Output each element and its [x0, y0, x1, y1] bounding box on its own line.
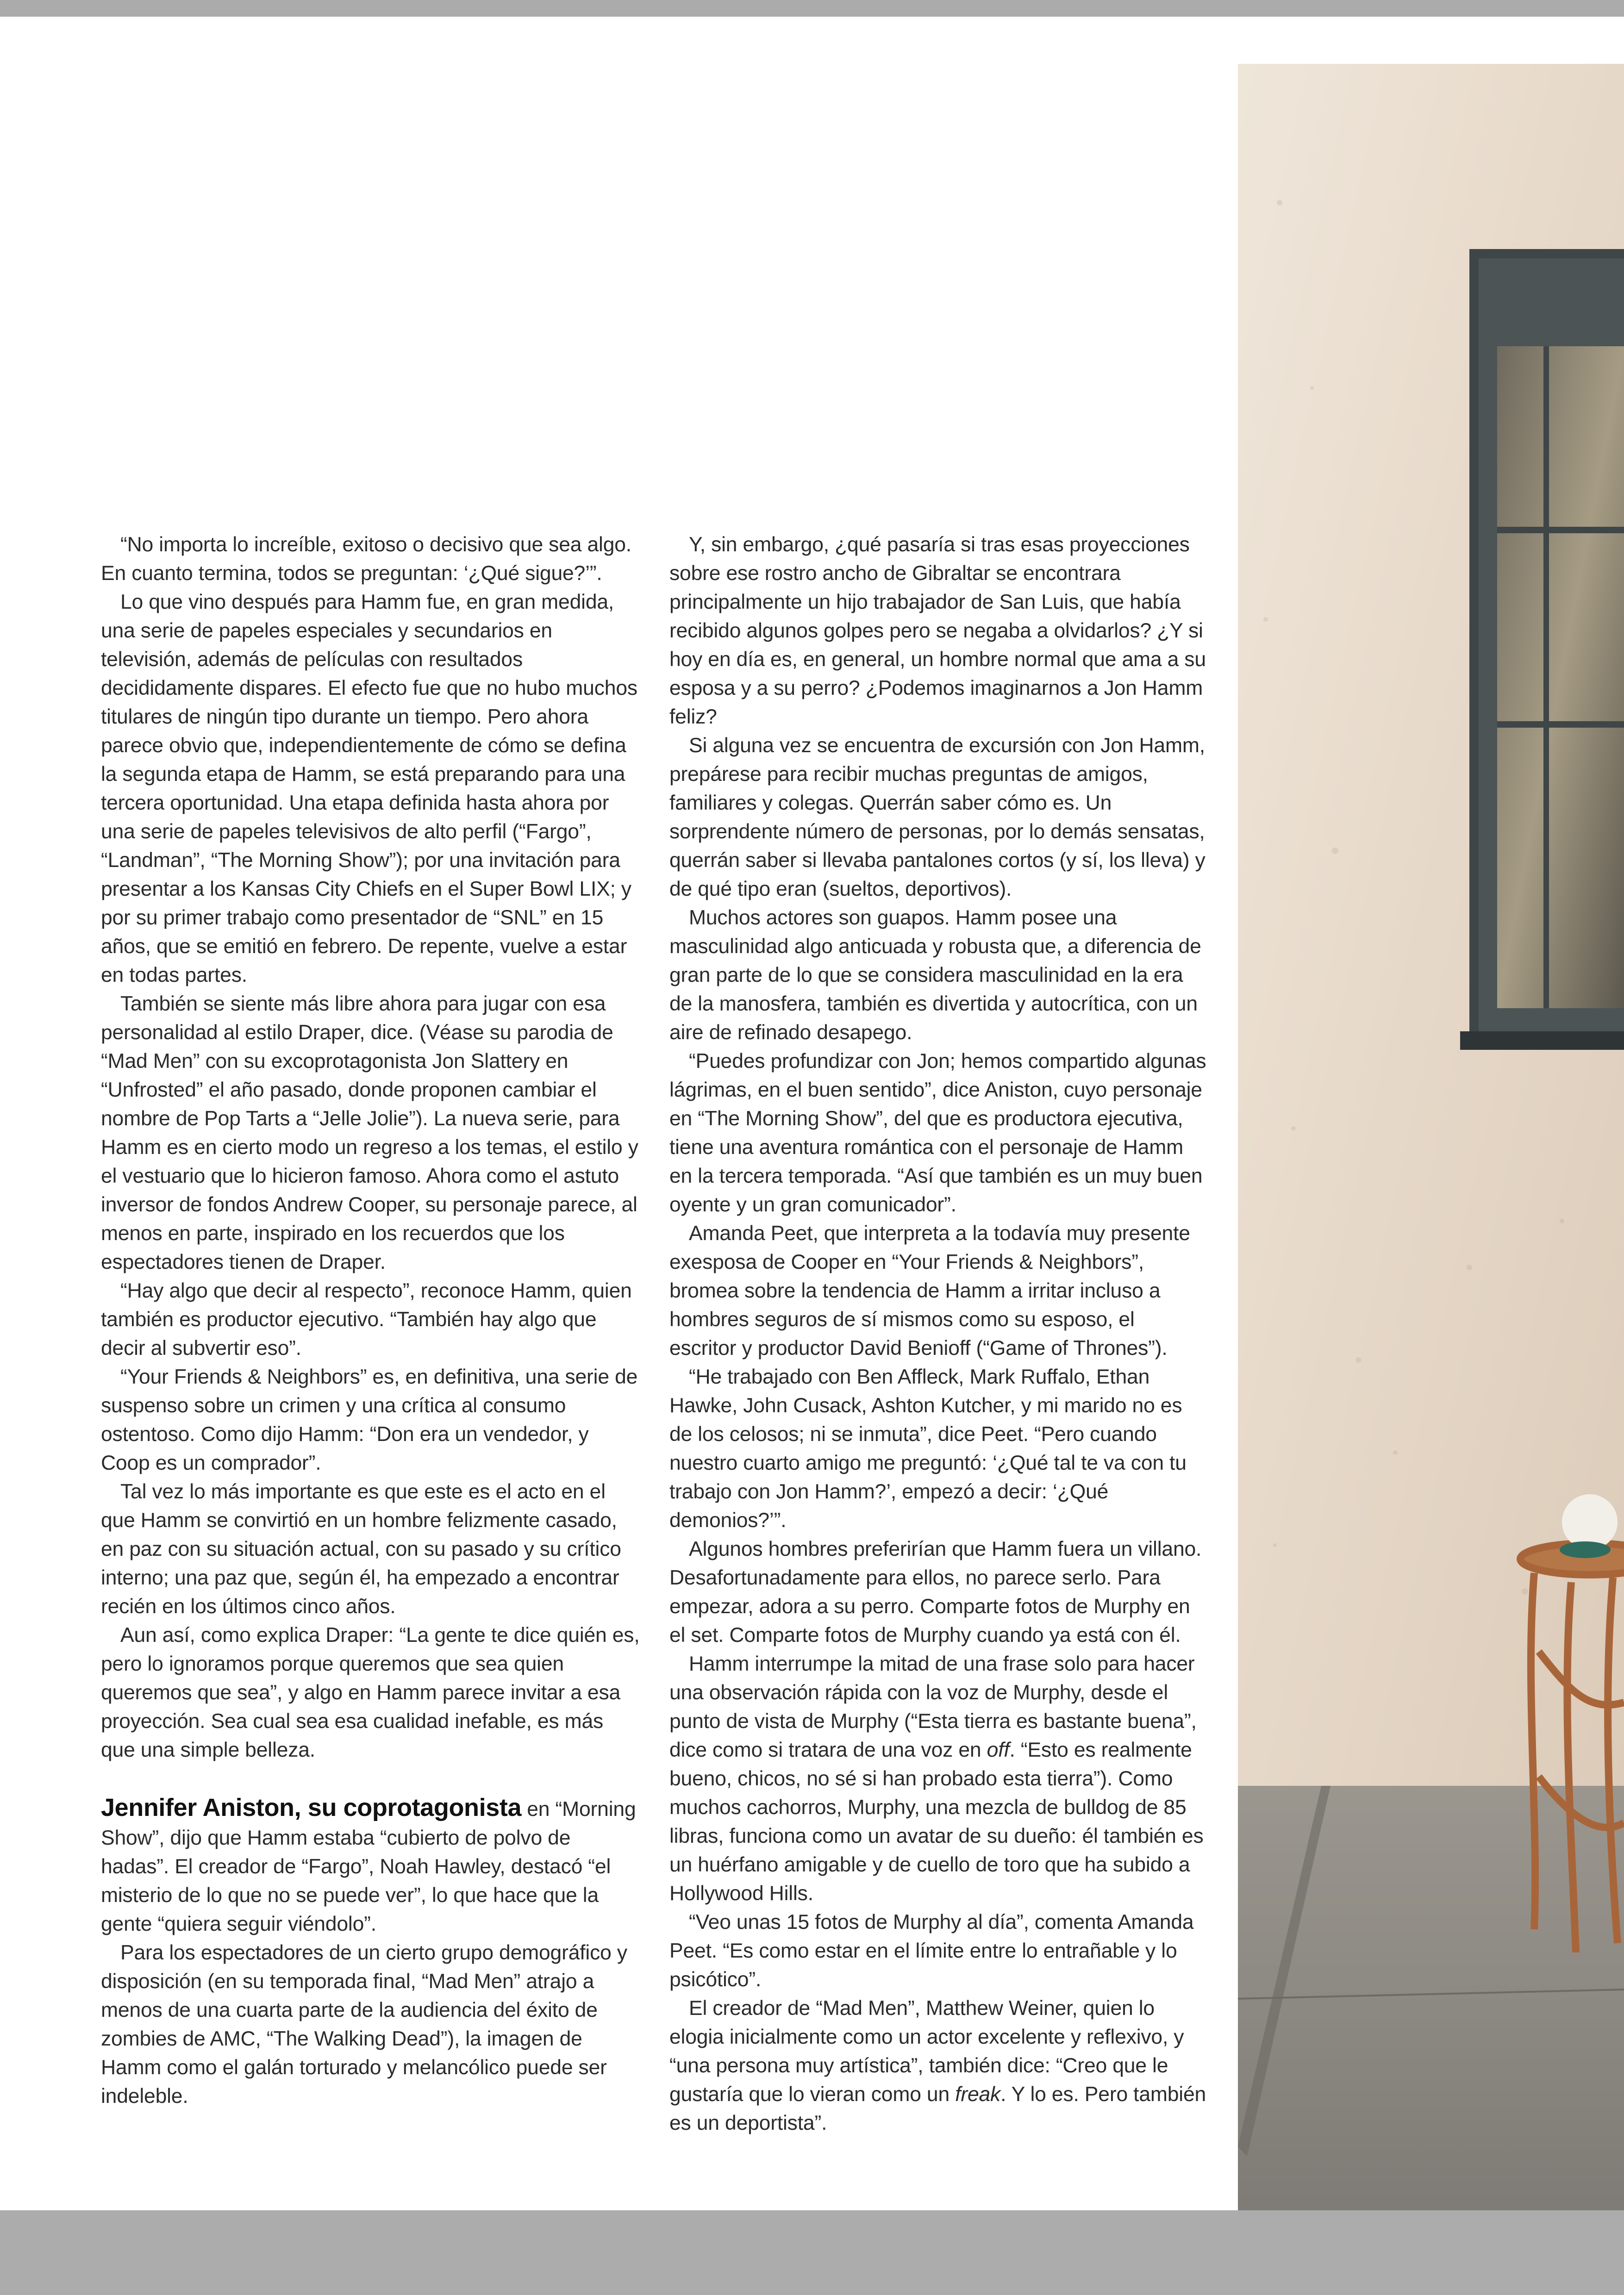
editorial-photo: [1238, 64, 1624, 2233]
paragraph: Aun así, como explica Draper: “La gente te dice quién es, pero lo ignoramos porque queremos que sea quien queremos que sea”, y algo en Hamm parece invitar a esa proyección. Sea cual sea esa cualidad inefable, es más que una simple belleza.: [101, 1624, 640, 1761]
paragraph: “Hay algo que decir al respecto”, reconoce Hamm, quien también es productor ejecutivo. “También hay algo que decir al subvertir eso”.: [101, 1279, 632, 1360]
paragraph: [669, 1650, 1206, 1908]
bottom-band: [0, 2210, 1624, 2295]
paragraph: Para los espectadores de un cierto grupo demográfico y disposición (en su temporada final, “Mad Men” atrajo a menos de una cuarta parte de la audiencia del éxito de zombies de AMC, “The Walking Dead”), la imagen de Hamm como el galán torturado y melancólico puede ser indeleble.: [101, 1941, 627, 2108]
top-band: [0, 0, 1624, 17]
paragraph-text: El creador de “Mad Men”, Matthew Weiner, quien lo elogia inicialmente como un actor excelente y reflexivo, y “una persona muy artística”, también dice: “Creo que le gustaría que lo vieran como un: [669, 1997, 1184, 2106]
paragraph: [669, 1994, 1206, 2138]
photo-scene: [1238, 64, 1624, 2233]
paragraph-text: Hamm interrumpe la mitad de una frase solo para hacer una observación rápida con la voz de Murphy, desde el punto de vista de Murphy (“Esta tierra es bastante buena”, dice como si tratara de una voz en: [669, 1653, 1197, 1761]
paragraph: Algunos hombres preferirían que Hamm fuera un villano. Desafortunadamente para ellos, no parece serlo. Para empezar, adora a su perro. Comparte fotos de Murphy en el set. Comparte fotos de Murphy cuando ya está con él.: [669, 1538, 1202, 1646]
paragraph: Amanda Peet, que interpreta a la todavía muy presente exesposa de Cooper en “Your Friends & Neighbors”, bromea sobre la tendencia de Hamm a irritar incluso a hombres seguros de sí mismos como su esposo, el escritor y productor David Benioff (“Game of Thrones”).: [669, 1222, 1190, 1360]
patio-floor: [1238, 1786, 1624, 2233]
paragraph: “No importa lo increíble, exitoso o decisivo que sea algo. En cuanto termina, todos se preguntan: ‘¿Qué sigue?’”.: [101, 533, 631, 585]
paragraph: “Your Friends & Neighbors” es, en definitiva, una serie de suspenso sobre un crimen y una crítica al consumo ostentoso. Como dijo Hamm: “Don era un vendedor, y Coop es un comprador”.: [101, 1366, 638, 1474]
paragraph-text: . Y lo es. Pero también es un deportista”.: [669, 2083, 1206, 2134]
paragraph: “Veo unas 15 fotos de Murphy al día”, comenta Amanda Peet. “Es como estar en el límite entre lo entrañable y lo psicótico”.: [669, 1911, 1194, 1991]
paragraph: Muchos actores son guapos. Hamm posee una masculinidad algo anticuada y robusta que, a diferencia de gran parte de lo que se considera masculinidad en la era de la manosfera, también es divertida y autocrítica, con un aire de refinado desapego.: [669, 906, 1201, 1044]
paragraph: Lo que vino después para Hamm fue, en gran medida, una serie de papeles especiales y secundarios en televisión, además de películas con resultados decididamente dispares. El efecto fue que no hubo muchos titulares de ningún tipo durante un tiempo. Pero ahora parece obvio que, independientemente de cómo se defina la segunda etapa de Hamm, se está preparando para una tercera oportunidad. Una etapa definida hasta ahora por una serie de papeles televisivos de alto perfil (“Fargo”, “Landman”, “The Morning Show”); por una invitación para presentar a los Kansas City Chiefs en el Super Bowl LIX; y por su primer trabajo como presentador de “SNL” en 15 años, que se emitió en febrero. De repente, vuelve a estar en todas partes.: [101, 591, 637, 986]
italic-word: freak: [955, 2083, 1001, 2106]
paragraph-text: en “Morning Show”, dijo que Hamm estaba “cubierto de polvo de hadas”. El creador de “Fargo”, Noah Hawley, destacó “el misterio de lo que no se puede ver”, lo que hace que la gente “quiera seguir viéndolo”.: [101, 1798, 636, 1935]
paragraph: También se siente más libre ahora para jugar con esa personalidad al estilo Draper, dice. (Véase su parodia de “Mad Men” con su excoprotagonista Jon Slattery en “Unfrosted” el año pasado, donde proponen cambiar el nombre de Pop Tarts a “Jelle Jolie”). La nueva serie, para Hamm es en cierto modo un regreso a los temas, el estilo y el vestuario que lo hicieron famoso. Ahora como el astuto inversor de fondos Andrew Cooper, su personaje parece, al menos en parte, inspirado en los recuerdos que los espectadores tienen de Draper.: [101, 992, 638, 1273]
section-lead-in: Jennifer Aniston, su coprotagonista: [101, 1794, 522, 1821]
paragraph: “He trabajado con Ben Affleck, Mark Ruffalo, Ethan Hawke, John Cusack, Ashton Kutcher, y mi marido no es de los celosos; ni se inmuta”, dice Peet. “Pero cuando nuestro cuarto amigo me preguntó: ‘¿Qué tal te va con tu trabajo con Jon Hamm?’, empezó a decir: ‘¿Qué demonios?’”.: [669, 1366, 1187, 1532]
paragraph-text: . “Esto es realmente bueno, chicos, no sé si han probado esta tierra”). Como muchos cachorros, Murphy, una mezcla de bulldog de 85 libras, funciona como un avatar de su dueño: él también es un huérfano amigable y de cuello de toro que ha subido a Hollywood Hills.: [669, 1739, 1204, 1905]
paragraph: “Puedes profundizar con Jon; hemos compartido algunas lágrimas, en el buen sentido”, dice Aniston, cuyo personaje en “The Morning Show”, del que es productora ejecutiva, tiene una aventura romántica con el personaje de Hamm en la tercera temporada. “Así que también es un muy buen oyente y un gran comunicador”.: [669, 1050, 1206, 1216]
window-glass: [1497, 346, 1624, 1008]
section-opener-paragraph: [101, 1793, 643, 1939]
window: [1460, 249, 1624, 1050]
article-column-right: [669, 530, 1206, 2138]
table-ornament: [1562, 1494, 1618, 1550]
paragraph: Si alguna vez se encuentra de excursión con Jon Hamm, prepárese para recibir muchas preguntas de amigos, familiares y colegas. Querrán saber cómo es. Un sorprendente número de personas, por lo demás sensatas, querrán saber si llevaba pantalones cortos (y sí, los lleva) y de qué tipo eran (sueltos, deportivos).: [669, 734, 1206, 900]
paragraph: Tal vez lo más importante es que este es el acto en el que Hamm se convirtió en un hombre felizmente casado, en paz con su situación actual, con su pasado y su crítico interno; una paz que, según él, ha empezado a encontrar recién en los últimos cinco años.: [101, 1480, 621, 1618]
article-column-left: [101, 530, 643, 2111]
paragraph: Y, sin embargo, ¿qué pasaría si tras esas proyecciones sobre ese rostro ancho de Gibraltar se encontrara principalmente un hijo trabajador de San Luis, que había recibido algunos golpes pero se negaba a olvidarlos? ¿Y si hoy en día es, en general, un hombre normal que ama a su esposa y a su perro? ¿Podemos imaginarnos a Jon Hamm feliz?: [669, 533, 1206, 728]
italic-word: off: [987, 1739, 1010, 1761]
